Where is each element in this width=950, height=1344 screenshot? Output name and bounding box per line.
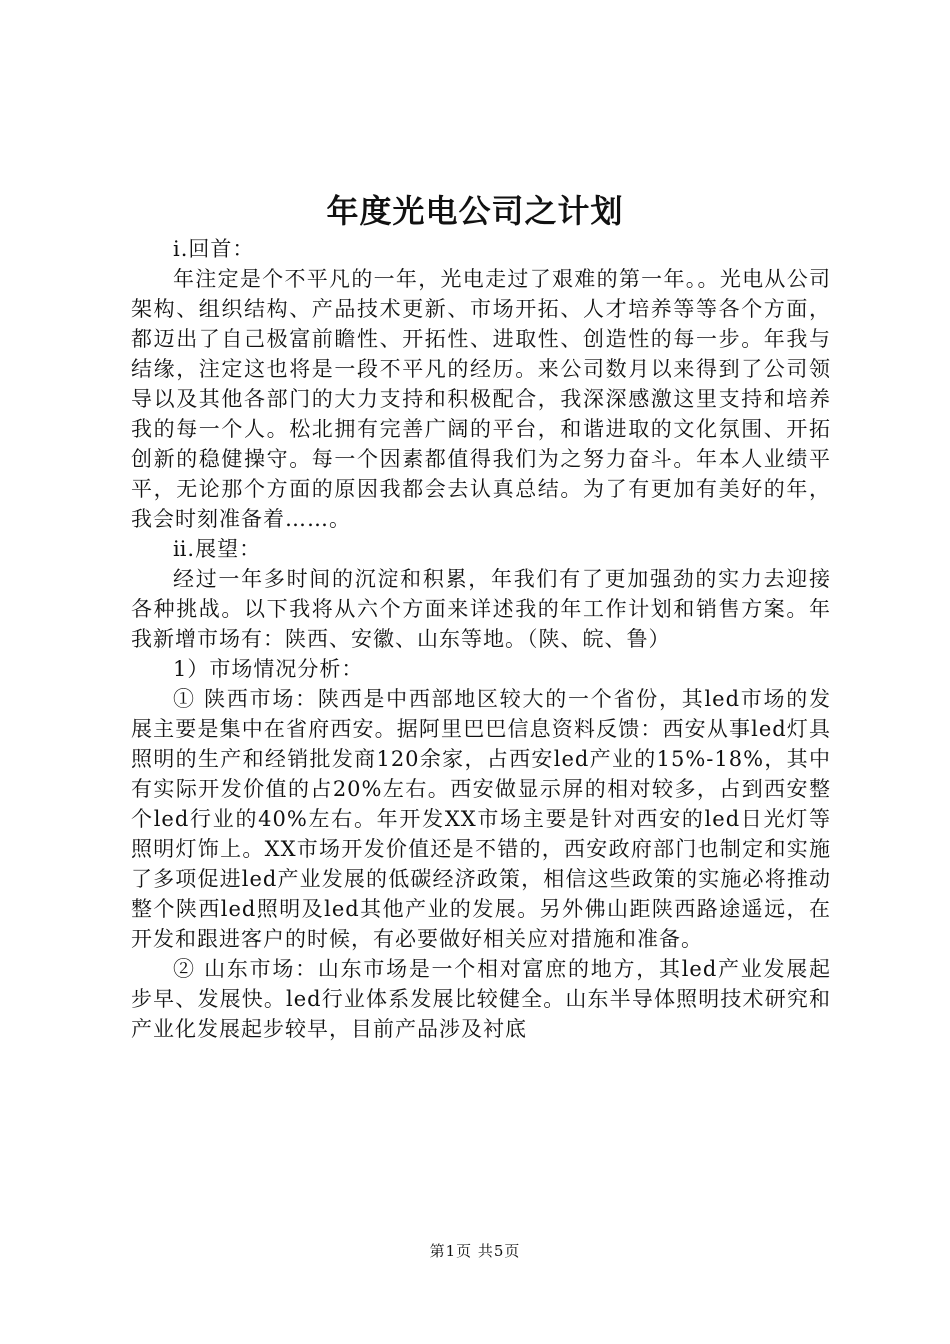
- paragraph-heading-review: ⅰ.回首：: [173, 237, 255, 261]
- paragraph-shaanxi-market: ① 陕西市场：陕西是中西部地区较大的一个省份，其led市场的发展主要是集中在省府西安。据阿里巴巴信息资料反馈：西安从事led灯具照明的生产和经销批发商120余家，占西安led产业的15%-18%，其中有实际开发价值的占20%左右。西安做显示屏的相对较多，占到西安整个led行业的40%左右。年开发XX市场主要是针对西安的led日光灯等照明灯饰上。XX市场开发价值还是不错的，西安政府部门也制定和实施了多项促进led产业发展的低碳经济政策，相信这些政策的实施必将推动整个陕西led照明及led其他产业的发展。另外佛山距陕西路途遥远，在开发和跟进客户的时候，有必要做好相关应对措施和准备。: [131, 687, 831, 951]
- paragraph-market-analysis-heading: 1）市场情况分析：: [173, 657, 364, 681]
- page-footer: 第1页 共5页: [429, 1242, 521, 1260]
- paragraph-review-body: 年注定是个不平凡的一年，光电走过了艰难的第一年。。光电从公司架构、组织结构、产品技术更新、市场开拓、人才培养等等各个方面，都迈出了自己极富前瞻性、开拓性、进取性、创造性的每一步。年我与结缘，注定这也将是一段不平凡的经历。来公司数月以来得到了公司领导以及其他各部门的大力支持和积极配合，我深深感激这里支持和培养我的每一个人。松北拥有完善广阔的平台，和谐进取的文化氛围、开拓创新的稳健操守。每一个因素都值得我们为之努力奋斗。年本人业绩平平，无论那个方面的原因我都会去认真总结。为了有更加有美好的年，我会时刻准备着……。: [131, 267, 831, 531]
- document-body: [131, 234, 831, 1044]
- paragraph-heading-outlook: ⅱ.展望：: [173, 537, 262, 561]
- paragraph-shandong-market: ② 山东市场：山东市场是一个相对富庶的地方，其led产业发展起步早、发展快。led行业体系发展比较健全。山东半导体照明技术研究和产业化发展起步较早，目前产品涉及衬底: [131, 957, 831, 1041]
- paragraph-outlook-body: 经过一年多时间的沉淀和积累，年我们有了更加强劲的实力去迎接各种挑战。以下我将从六个方面来详述我的年工作计划和销售方案。年我新增市场有：陕西、安徽、山东等地。（陕、皖、鲁）: [131, 567, 831, 651]
- document-title: 年度光电公司之计划: [326, 192, 624, 230]
